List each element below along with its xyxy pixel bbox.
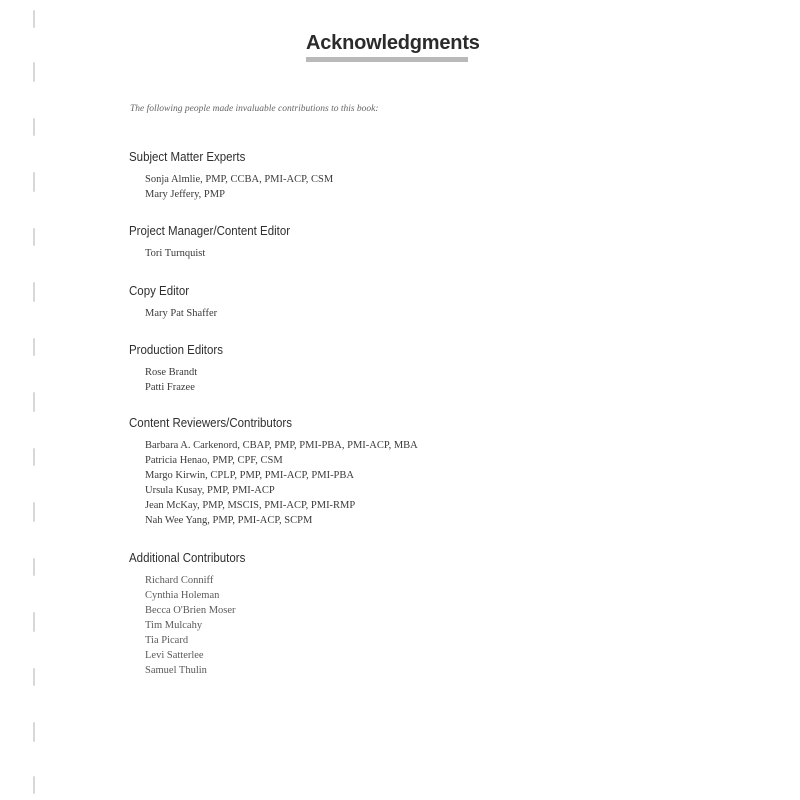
- section-production-editors: [129, 343, 231, 395]
- list-item: Tim Mulcahy: [145, 620, 203, 631]
- list-item: Barbara A. Carkenord, CBAP, PMP, PMI-PBA, PMI-ACP, MBA: [145, 440, 418, 451]
- section-project-manager: [129, 224, 304, 261]
- list-item: Ursula Kusay, PMP, PMI-ACP: [145, 485, 275, 496]
- page-title: Acknowledgments: [306, 32, 480, 54]
- list-item: Jean McKay, PMP, MSCIS, PMI-ACP, PMI-RMP: [145, 500, 356, 511]
- list-item: Samuel Thulin: [145, 665, 207, 676]
- list-item: Levi Satterlee: [145, 650, 204, 661]
- section-subject-matter-experts: [129, 150, 333, 202]
- list-item: Becca O'Brien Moser: [145, 605, 236, 616]
- section-heading: Content Reviewers/Contributors: [129, 416, 292, 430]
- list-item: Mary Pat Shaffer: [145, 308, 218, 319]
- list-item: Richard Conniff: [145, 575, 214, 586]
- list-item: Patti Frazee: [145, 382, 195, 393]
- section-heading: Subject Matter Experts: [129, 150, 246, 164]
- list-item: Tori Turnquist: [145, 248, 206, 259]
- name-list: [129, 246, 304, 261]
- list-item: Mary Jeffery, PMP: [145, 189, 225, 200]
- list-item: Rose Brandt: [145, 367, 198, 378]
- name-list: [129, 365, 231, 395]
- section-copy-editor: [129, 284, 217, 321]
- list-item: Cynthia Holeman: [145, 590, 220, 601]
- list-item: Nah Wee Yang, PMP, PMI-ACP, SCPM: [145, 515, 313, 526]
- section-additional-contributors: [129, 551, 255, 678]
- name-list: [129, 573, 255, 678]
- list-item: Patricia Henao, PMP, CPF, CSM: [145, 455, 283, 466]
- section-heading: Copy Editor: [129, 284, 190, 298]
- name-list: [129, 172, 333, 202]
- list-item: Sonja Almlie, PMP, CCBA, PMI-ACP, CSM: [145, 174, 334, 185]
- name-list: [129, 306, 217, 321]
- list-item: Margo Kirwin, CPLP, PMP, PMI-ACP, PMI-PBA: [145, 470, 354, 481]
- name-list: [129, 438, 418, 528]
- title-underline: [306, 57, 468, 62]
- section-heading: Additional Contributors: [129, 551, 246, 565]
- section-heading: Production Editors: [129, 343, 223, 357]
- section-content-reviewers: [129, 416, 418, 528]
- intro-text: The following people made invaluable contributions to this book:: [130, 104, 379, 114]
- section-heading: Project Manager/Content Editor: [129, 224, 291, 238]
- list-item: Tia Picard: [145, 635, 189, 646]
